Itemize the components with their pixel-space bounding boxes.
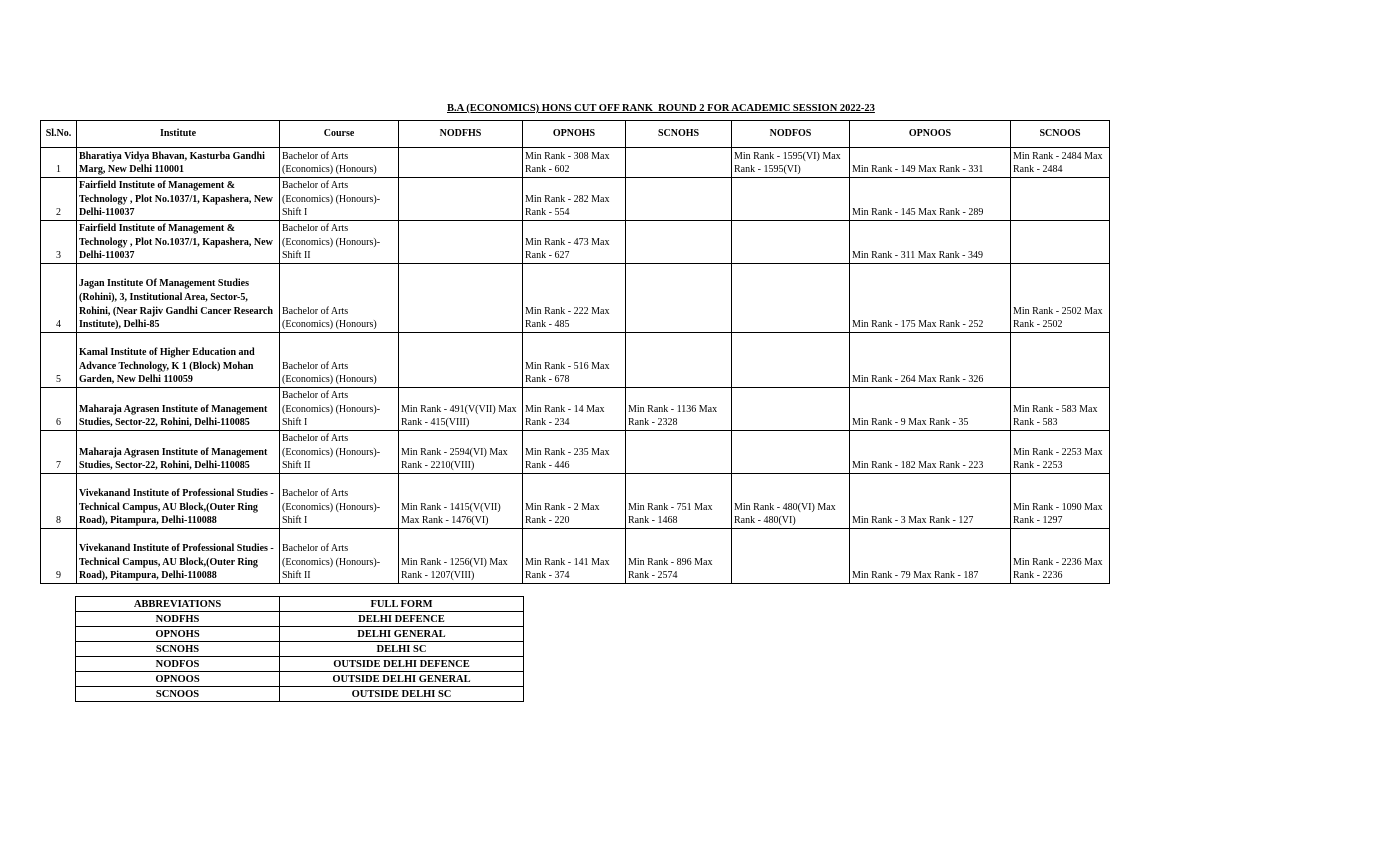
opnoos-cell: Min Rank - 3 Max Rank - 127	[850, 474, 1011, 529]
scnoos-cell	[1011, 221, 1110, 264]
header-nodfhs: NODFHS	[399, 121, 523, 148]
institute-cell: Maharaja Agrasen Institute of Management Studies, Sector-22, Rohini, Delhi-110085	[77, 431, 280, 474]
table-header-row	[41, 121, 1110, 148]
abbreviation-row	[76, 657, 524, 672]
sl-cell: 4	[41, 264, 77, 333]
opnoos-cell: Min Rank - 182 Max Rank - 223	[850, 431, 1011, 474]
institute-cell: Fairfield Institute of Management & Technology , Plot No.1037/1, Kapashera, New Delhi-110037	[77, 178, 280, 221]
institute-cell: Maharaja Agrasen Institute of Management Studies, Sector-22, Rohini, Delhi-110085	[77, 388, 280, 431]
nodfos-cell	[732, 388, 850, 431]
scnoos-cell: Min Rank - 583 Max Rank - 583	[1011, 388, 1110, 431]
abbreviation-full-form: OUTSIDE DELHI SC	[280, 687, 524, 702]
course-cell: Bachelor of Arts (Economics) (Honours)- Shift I	[280, 474, 399, 529]
opnohs-cell: Min Rank - 141 Max Rank - 374	[523, 529, 626, 584]
institute-cell: Vivekanand Institute of Professional Studies - Technical Campus, AU Block,(Outer Ring Road), Pitampura, Delhi-110088	[77, 529, 280, 584]
opnohs-cell: Min Rank - 2 Max Rank - 220	[523, 474, 626, 529]
opnoos-cell: Min Rank - 79 Max Rank - 187	[850, 529, 1011, 584]
nodfhs-cell	[399, 178, 523, 221]
nodfos-cell	[732, 529, 850, 584]
opnoos-cell: Min Rank - 264 Max Rank - 326	[850, 333, 1011, 388]
abbreviation-row	[76, 612, 524, 627]
table-row	[41, 431, 1110, 474]
table-row	[41, 529, 1110, 584]
scnohs-cell	[626, 178, 732, 221]
table-row	[41, 264, 1110, 333]
opnohs-cell: Min Rank - 282 Max Rank - 554	[523, 178, 626, 221]
course-cell: Bachelor of Arts (Economics) (Honours)	[280, 333, 399, 388]
table-row	[41, 474, 1110, 529]
header-opnoos: OPNOOS	[850, 121, 1011, 148]
opnoos-cell: Min Rank - 145 Max Rank - 289	[850, 178, 1011, 221]
header-nodfos: NODFOS	[732, 121, 850, 148]
opnohs-cell: Min Rank - 308 Max Rank - 602	[523, 148, 626, 178]
scnoos-cell: Min Rank - 2236 Max Rank - 2236	[1011, 529, 1110, 584]
scnohs-cell	[626, 221, 732, 264]
abbreviation-code: NODFOS	[76, 657, 280, 672]
nodfos-cell	[732, 221, 850, 264]
abbreviation-row	[76, 642, 524, 657]
nodfhs-cell	[399, 148, 523, 178]
opnoos-cell: Min Rank - 149 Max Rank - 331	[850, 148, 1011, 178]
nodfhs-cell: Min Rank - 491(V(VII) Max Rank - 415(VIII)	[399, 388, 523, 431]
scnohs-cell: Min Rank - 751 Max Rank - 1468	[626, 474, 732, 529]
nodfhs-cell: Min Rank - 1415(V(VII) Max Rank - 1476(VI)	[399, 474, 523, 529]
course-cell: Bachelor of Arts (Economics) (Honours)- Shift I	[280, 178, 399, 221]
header-institute: Institute	[77, 121, 280, 148]
abbreviation-full-form: DELHI DEFENCE	[280, 612, 524, 627]
scnohs-cell	[626, 431, 732, 474]
scnoos-cell: Min Rank - 2502 Max Rank - 2502	[1011, 264, 1110, 333]
header-scnoos: SCNOOS	[1011, 121, 1110, 148]
header-course: Course	[280, 121, 399, 148]
nodfhs-cell	[399, 333, 523, 388]
opnohs-cell: Min Rank - 516 Max Rank - 678	[523, 333, 626, 388]
nodfos-cell	[732, 333, 850, 388]
scnoos-cell	[1011, 178, 1110, 221]
abbreviations-table	[75, 596, 524, 702]
header-full-form: FULL FORM	[280, 597, 524, 612]
institute-cell: Jagan Institute Of Management Studies (Rohini), 3, Institutional Area, Sector-5, Rohini, (Near Rajiv Gandhi Cancer Research Institute), Delhi-85	[77, 264, 280, 333]
institute-cell: Bharatiya Vidya Bhavan, Kasturba Gandhi Marg, New Delhi 110001	[77, 148, 280, 178]
sl-cell: 9	[41, 529, 77, 584]
abbreviation-code: NODFHS	[76, 612, 280, 627]
abbreviation-row	[76, 687, 524, 702]
scnohs-cell	[626, 148, 732, 178]
sl-cell: 7	[41, 431, 77, 474]
header-scnohs: SCNOHS	[626, 121, 732, 148]
page-title: B.A (ECONOMICS) HONS CUT OFF RANK ROUND 2 FOR ACADEMIC SESSION 2022-23	[447, 103, 875, 114]
sl-cell: 8	[41, 474, 77, 529]
opnohs-cell: Min Rank - 14 Max Rank - 234	[523, 388, 626, 431]
institute-cell: Fairfield Institute of Management & Technology , Plot No.1037/1, Kapashera, New Delhi-110037	[77, 221, 280, 264]
header-slno: Sl.No.	[41, 121, 77, 148]
abbreviations-header-row	[76, 597, 524, 612]
scnohs-cell: Min Rank - 1136 Max Rank - 2328	[626, 388, 732, 431]
header-abbreviations: ABBREVIATIONS	[76, 597, 280, 612]
abbreviation-full-form: DELHI GENERAL	[280, 627, 524, 642]
abbreviation-code: SCNOHS	[76, 642, 280, 657]
table-row	[41, 148, 1110, 178]
cutoff-table	[40, 120, 1110, 584]
nodfhs-cell	[399, 264, 523, 333]
abbreviation-full-form: OUTSIDE DELHI GENERAL	[280, 672, 524, 687]
course-cell: Bachelor of Arts (Economics) (Honours)- Shift II	[280, 431, 399, 474]
abbreviation-full-form: DELHI SC	[280, 642, 524, 657]
table-row	[41, 388, 1110, 431]
scnoos-cell	[1011, 333, 1110, 388]
course-cell: Bachelor of Arts (Economics) (Honours)- Shift II	[280, 529, 399, 584]
scnoos-cell: Min Rank - 2484 Max Rank - 2484	[1011, 148, 1110, 178]
sl-cell: 5	[41, 333, 77, 388]
course-cell: Bachelor of Arts (Economics) (Honours)- Shift I	[280, 388, 399, 431]
course-cell: Bachelor of Arts (Economics) (Honours)	[280, 264, 399, 333]
institute-cell: Kamal Institute of Higher Education and Advance Technology, K 1 (Block) Mohan Garden, New Delhi 110059	[77, 333, 280, 388]
course-cell: Bachelor of Arts (Economics) (Honours)	[280, 148, 399, 178]
nodfos-cell	[732, 431, 850, 474]
table-row	[41, 221, 1110, 264]
course-cell: Bachelor of Arts (Economics) (Honours)- Shift II	[280, 221, 399, 264]
abbreviation-code: SCNOOS	[76, 687, 280, 702]
abbreviation-row	[76, 672, 524, 687]
nodfhs-cell	[399, 221, 523, 264]
opnohs-cell: Min Rank - 222 Max Rank - 485	[523, 264, 626, 333]
scnoos-cell: Min Rank - 1090 Max Rank - 1297	[1011, 474, 1110, 529]
abbreviation-code: OPNOOS	[76, 672, 280, 687]
scnoos-cell: Min Rank - 2253 Max Rank - 2253	[1011, 431, 1110, 474]
table-row	[41, 178, 1110, 221]
nodfhs-cell: Min Rank - 2594(VI) Max Rank - 2210(VIII)	[399, 431, 523, 474]
abbreviation-full-form: OUTSIDE DELHI DEFENCE	[280, 657, 524, 672]
nodfos-cell: Min Rank - 480(VI) Max Rank - 480(VI)	[732, 474, 850, 529]
sl-cell: 1	[41, 148, 77, 178]
nodfos-cell	[732, 264, 850, 333]
scnohs-cell: Min Rank - 896 Max Rank - 2574	[626, 529, 732, 584]
nodfos-cell	[732, 178, 850, 221]
opnohs-cell: Min Rank - 473 Max Rank - 627	[523, 221, 626, 264]
sl-cell: 6	[41, 388, 77, 431]
opnoos-cell: Min Rank - 175 Max Rank - 252	[850, 264, 1011, 333]
abbreviation-code: OPNOHS	[76, 627, 280, 642]
opnohs-cell: Min Rank - 235 Max Rank - 446	[523, 431, 626, 474]
header-opnohs: OPNOHS	[523, 121, 626, 148]
nodfos-cell: Min Rank - 1595(VI) Max Rank - 1595(VI)	[732, 148, 850, 178]
sl-cell: 3	[41, 221, 77, 264]
table-row	[41, 333, 1110, 388]
opnoos-cell: Min Rank - 9 Max Rank - 35	[850, 388, 1011, 431]
nodfhs-cell: Min Rank - 1256(VI) Max Rank - 1207(VIII)	[399, 529, 523, 584]
opnoos-cell: Min Rank - 311 Max Rank - 349	[850, 221, 1011, 264]
scnohs-cell	[626, 264, 732, 333]
sl-cell: 2	[41, 178, 77, 221]
scnohs-cell	[626, 333, 732, 388]
institute-cell: Vivekanand Institute of Professional Studies - Technical Campus, AU Block,(Outer Ring Road), Pitampura, Delhi-110088	[77, 474, 280, 529]
abbreviation-row	[76, 627, 524, 642]
